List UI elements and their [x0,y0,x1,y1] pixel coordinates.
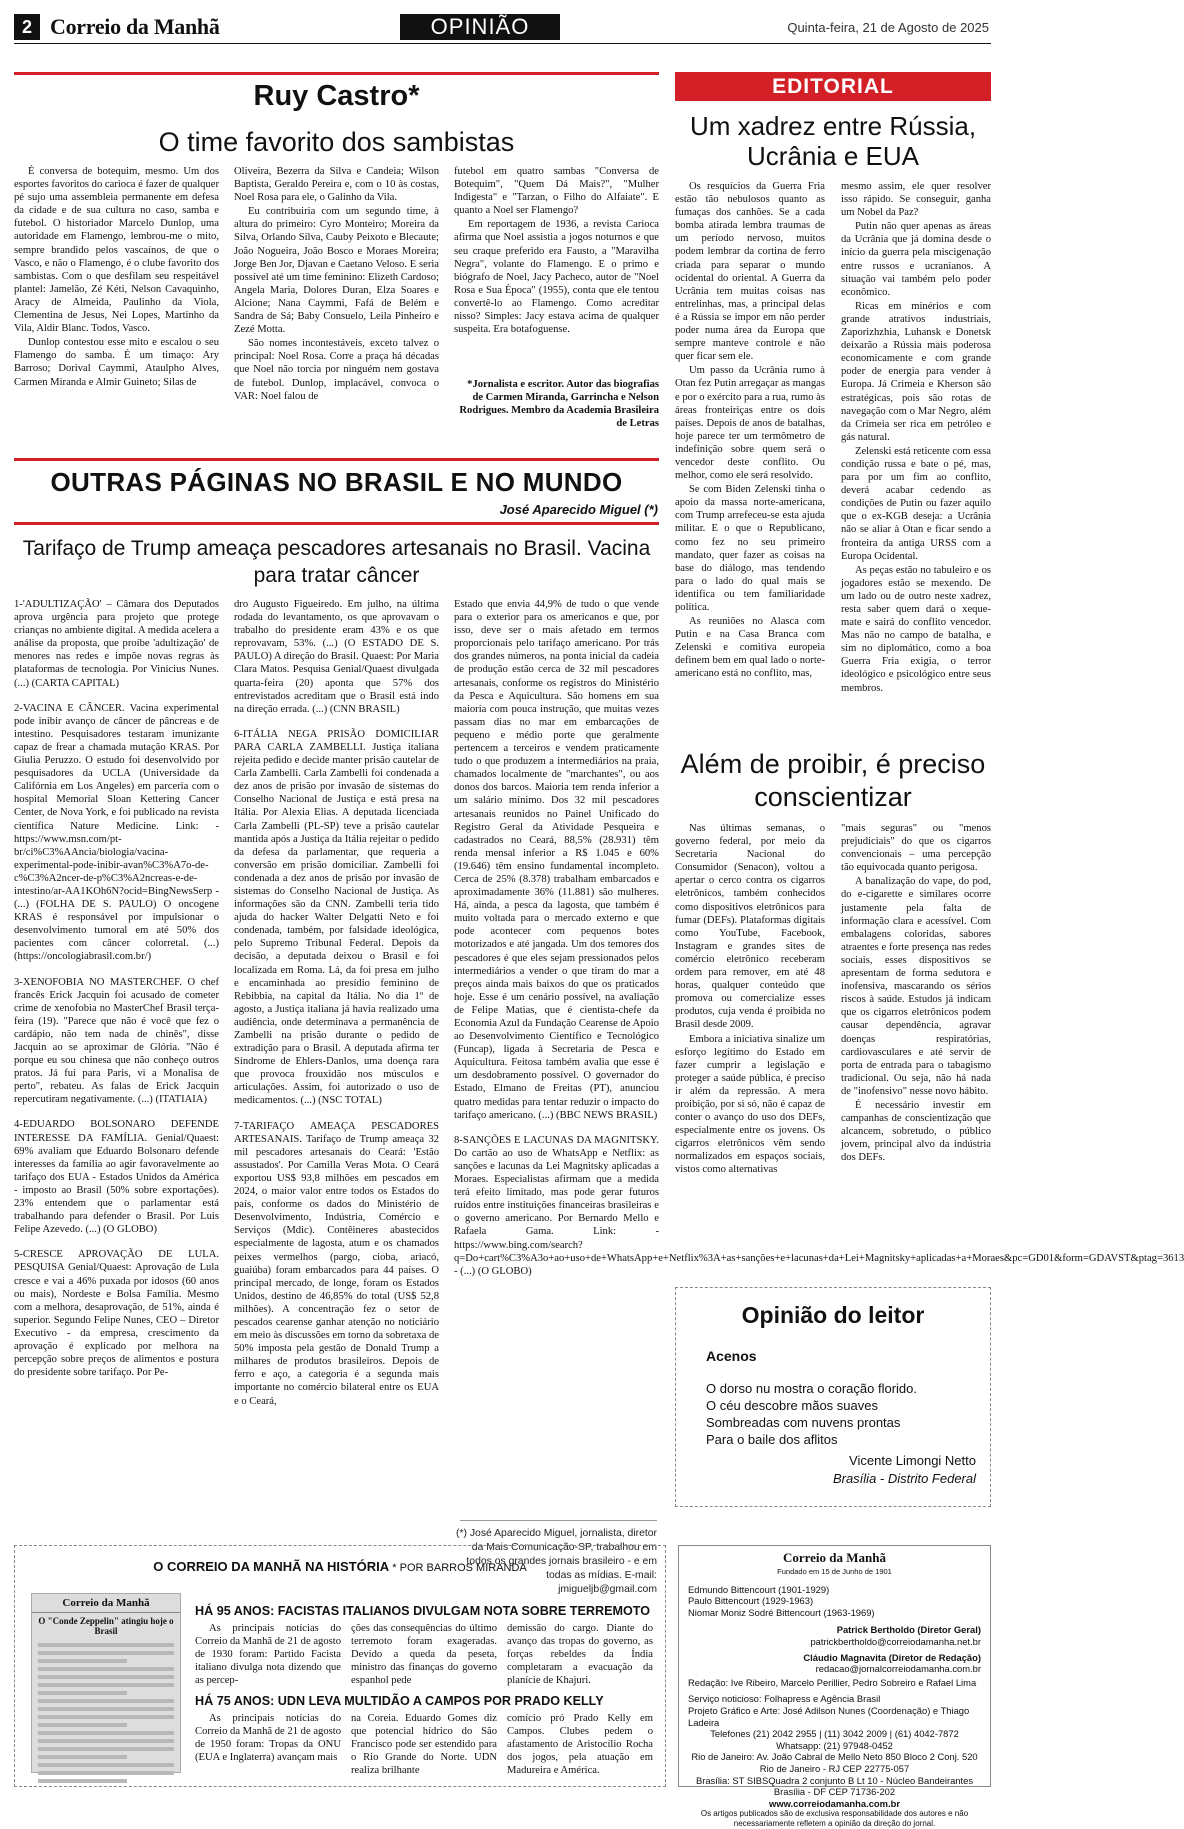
paragraph: São nomes incontestáveis, exceto talvez o principal: Noel Rosa. Corre a praça há décadas que Noel não torcia por ninguém nem gostava de futebol. Dunlop, implacável, convoca o VAR: Noel falou de [234,338,439,402]
history-byline: * POR BARROS MIRANDA [392,1562,527,1574]
signature-divider [460,1520,657,1521]
history-headline-95: HÁ 95 ANOS: FACISTAS ITALIANOS DIVULGAM NOTA SOBRE TERREMOTO [195,1604,651,1618]
ruy-author-note [454,378,659,438]
founded-date: Fundado em 15 de Junho de 1901 [777,1567,892,1576]
author-note-text: *Jornalista e escritor. Autor das biografias de Carmen Miranda, Garrincha e Nelson Rodrigues. Membro da Academia Brasileira de Letras [459,379,659,430]
paragraph: Se com Biden Zelenski tinha o apoio da massa norte-americana, com Trump arrefeceu-se esta ajuda militar. E o que o Republicano, como fez no seu primeiro mandato, quer fazer as coisas na base do diálogo, mas tendendo para o lado do qual mais se identifica ou tem familiaridade política. [675,484,825,613]
paragraph: Embora a iniciativa sinalize um esforço legítimo do Estado em fazer cumprir a legislação e proteger a saúde pública, é preciso ir além da repressão. A mera proibição, por si só, não é capaz de conter o avanço do uso dos DEFs, especialmente entre os jovens. Os cigarros eletrônicos vêm sendo normalizados em espaços sociais, vistos como alternativas [675,1033,825,1176]
news-item: dro Augusto Figueiredo. Em julho, na última rodada do levantamento, os que aprovavam o trabalho do presidente eram 43% e os que reprovavam, 53%. (...) (O ESTADO DE S. PAULO) A direção do Brasil. Quaest: Por Maria Clara Matos. Pesquisa Genial/Quaest divulgada quarta-feira (20) aponta que 57% dos entrevistados acreditam que o Brasil está indo na direção errada. (...) (CNN BRASIL) [234,599,439,715]
services-line: Brasília - DF CEP 71736-202 [773,1786,896,1798]
archive-text-line [38,1731,174,1735]
services-line: Brasília: ST SIBSQuadra 2 conjunto B Lt 10 - Núcleo Bandeirantes [695,1774,974,1786]
founder: Niomar Moniz Sodré Bittencourt (1963-1969) [688,1606,875,1618]
archive-text-line [38,1691,127,1695]
paragraph: futebol em quatro sambas "Conversa de Botequim", "Quem Dá Mais?", "Mulher Indigesta" e "Tarzan, o Filho do Alfaiate". E quanto a Noel ser Flamengo? [454,166,659,217]
services-info [679,1693,990,1829]
alem-column-2 [841,822,991,1262]
archive-text-line [38,1715,174,1719]
section-title: OUTRAS PÁGINAS NO BRASIL E NO MUNDO [50,467,623,497]
news-item: 3-XENOFOBIA NO MASTERCHEF. O chef francês Erick Jacquin foi acusado de cometer crime de xenofobia no MasterChef Brasil terça-feira (19). "Parece que não é você que fez o cardápio, não tem nada de chinês", disse Jacquin ao se aproximar de Glória. "Não é porque eu sou chinesa que não conheço outros pratos. Já fui para Paris, vi a Monalisa de perto", rebateu. As falas de Erick Jacquin repercutiram negativamente. (...) (ITATIAIA) [14,976,219,1106]
paragraph: comício pró Prado Kelly em Campos. Clubes pedem o afastamento de Aristocílio Rocha dos jogos, pela atuação em Madureira e América. [507,1713,653,1777]
archive-masthead: Correio da Manhã [32,1594,180,1613]
paragraph: "mais seguras" ou "menos prejudiciais" do que os cigarros convencionais – uma percepção tão equivocada quanto perigosa. [841,823,991,874]
history-95-col-3 [507,1622,653,1687]
history-box [14,1545,666,1787]
news-item: 2-VACINA E CÂNCER. Vacina experimental pode inibir avanço de câncer de pâncreas e de intestino. Pesquisadores testaram imunizante capaz de frear a chamada mutação KRAS. Por Giulia Peruzzo. O estudo foi desenvolvido por pesquisadores da UCLA (Universidade da Califórnia em Los Angeles) em parceria com o hospital Memorial Sloan Kettering Cancer Center, de Nova York, e foi publicado na revista científica Nature Medicine. Link: - https://www.msn.com/pt-br/ci%C3%AAncia/biologia/vacina-experimental-pode-inibir-avan%C3%A7o-de-c%C3%A2ncer-de-p%C3%A2ncreas-e-de-intestino/ar-AA1KOh6N?ocid=BingNewsSerp - (...) (FOLHA DE S. PAULO) O oncogene KRAS é responsável por impulsionar o desenvolvimento tumoral em até 50% dos pacientes com câncer colorretal. (...) (https://oncologiabrasil.com.br/) [14,702,219,963]
newsroom-staff: Redação: Ive Ribeiro, Marcelo Perillier, Pedro Sobreiro e Rafael Lima [688,1676,977,1688]
column-author: Ruy Castro* [253,80,420,112]
news-item: Estado que envia 44,9% de tudo o que vende para o exterior para os americanos e que, por isso, deve ser o mais afetado em termos proporcionais pelo tarifaço americano. Por trás dos grandes números, na ponta inicial da cadeia de produção estão cerca de 32 mil pescadores artesanais, conforme os registros do Ministério da Pesca e Aquicultura. São homens em sua maioria com pouca instrução, que muitas vezes passam dias no mar em embarcações de pequeno e médio porte que geralmente pertencem a terceiros e vendem praticamente tudo o que produzem a intermediários na praia, chamados localmente de "marchantes", ou aos donos dos barcos. Maioria tem renda inferior a um salário mínimo. Dos 32 mil pescadores artesanais reunidos no Painel Unificado do Registro Geral da Atividade Pesqueira e cadastrados no Ceará, 88,5% (28.931) têm renda mensal inferior a R$ 1.045 e 60% (19.646) têm ensino fundamental incompleto. Cerca de 25% (8.378) trabalham embarcados e aproximadamente 36% (11.881) são mulheres. Há, ainda, a pesca da lagosta, que também é muito voltada para o mercado externo e que pode acontecer com pequenos botes motorizados e até jangada. Um dos temores dos pescadores é que eles sejam pressionados pelos intermediários a vender o que tiram do mar a preços ainda mais baixos do que os praticados hoje. Esse é um cenário possível, na avaliação de Felipe Matias, que é cientista-chefe da Economia Azul da Fundação Cearense de Apoio ao Desenvolvimento Científico e Tecnológico (Funcap), ligada à Secretaria de Pesca e Aquicultura. Feitosa também avalia que esse é um desdobramento possível. O governador do Estado, Elmano de Freitas (PT), anunciou quatro medidas para tentar reduzir o impacto do tarifaço americano. (...) (BBC NEWS BRASIL) [454,599,659,1121]
editor-email: redacao@jornalcorreiodamanha.com.br [815,1663,981,1675]
archive-text-line [38,1659,127,1663]
reader-signature [833,1452,976,1488]
paragraph: As peças estão no tabuleiro e os jogadores estão se mexendo. De um lado ou de outro neste xadrez, resta saber quem dará o xeque-mate e sairá do conflito vencedor. Mas não no campo de batalha, e sim no diplomático, como a boa Guerra Fria exigia, o terror ideológico e psicológico entre seus membros. [841,564,991,694]
services-line: Projeto Gráfico e Arte: José Adilson Nunes (Coordenação) e Thiago Ladeira [688,1704,970,1728]
archive-text-line [38,1779,127,1783]
archive-front-page-image [31,1593,181,1773]
article-title: Além de proibir, é preciso conscientizar [680,749,986,812]
paragraph: ções das consequências do último terremoto foram exageradas. Devido a queda da peseta, ministro das finanças do governo espanhol pede [351,1623,497,1687]
archive-text-line [38,1699,174,1703]
history-headline-75: HÁ 75 ANOS: UDN LEVA MULTIDÃO A CAMPOS POR PRADO KELLY [195,1694,604,1708]
history-95-col-2 [351,1622,497,1687]
paragraph: É conversa de botequim, mesmo. Um dos esportes favoritos do carioca é fazer de qualquer pé sujo uma assembleia permanente em defesa da cidade e de sua cultura no caso, samba e futebol. O historiador Marcelo Dunlop, uma autoridade em Flamengo, lembrou-me o mito, sempre brandido pelos vascaínos, de que o Vasco, e não o Flamengo, é o clube favorito dos sambistas. Com o que desfilam seu respeitável plantel: Jamelão, Zé Kéti, Nelson Cavaquinho, Aracy de Almeida, Paulinho da Viola, Clementina de Jesus, Nei Lopes, Martinho da Vila, Aldir Blanc. Todos, Vasco. [14,166,220,335]
archive-text-line [38,1667,174,1671]
paragraph: Dunlop contestou esse mito e escalou o seu Flamengo do samba. É um timaço: Ary Barroso; Dorival Caymmi, Ataulpho Alves, Carmen Miranda e Almir Guineto; Silas de [14,337,219,388]
poem-line: O céu descobre mãos suaves [706,1398,878,1413]
outras-headline: Tarifaço de Trump ameaça pescadores artesanais no Brasil. Vacina para tratar câncer [22,537,651,587]
news-item: 1-'ADULTIZAÇÃO' – Câmara dos Deputados aprova urgência para projeto que protege crianças no ambiente digital. A medida acelera a análise da proposta, que proíbe 'adultização' de menores nas redes e impõe novas regras às plataformas de tecnologia. Por Vinícius Nunes. (...) (CARTA CAPITAL) [14,599,219,689]
news-item: 8-SANÇÕES E LACUNAS DA MAGNITSKY. Do cartão ao uso de WhatsApp e Netflix: as sanções e lacunas da Lei Magnitsky aplicadas a Moraes. Especialistas afirmam que a medida terá efeito limitado, mas pode gerar futuros ruídos entre instituições financeiras brasileiras e o governo americano. Por Bernardo Mello e Rafaela Gama. Link: - https://www.bing.com/search?q=Do+cart%C3%A3o+ao+uso+de+WhatsApp+e+Netflix%3A+as+sanções+e+lacunas+da+Lei+Magnitsky+aplicadas+a+Moraes&pc=GD01&form=GDAVST&ptag=3613 - (...) (O GLOBO) [454,1134,1184,1277]
founder: Paulo Bittencourt (1929-1963) [688,1595,814,1607]
poem-line: Para o baile dos aflitos [706,1432,838,1447]
paragraph: As principais notícias do Correio da Manhã de 21 de agosto de 1930 foram: Partido Facista italiano divulga nota dizendo que as percep- [195,1623,341,1687]
archive-text-line [38,1763,174,1767]
news-item: 7-TARIFAÇO AMEAÇA PESCADORES ARTESANAIS. Tarifaço de Trump ameaça 32 mil pescadores artesanais do Ceará: 'Estão assustados'. Por Camilla Veras Mota. O Ceará exportou US$ 93,8 milhões em pescados em 2024, o maior valor entre todos os Estados do país, conforme os dados do Ministério de Desenvolvimento, Indústria, Comércio e Serviços (Mdic). Contêineres abastecidos especialmente de lagosta, atum e os chamados peixes vermelhos (pargo, cioba, ariacó, guaiúba) foram embarcados para 44 países. O principal mercado, de longe, foram os Estados Unidos, destino de 46,85% do total (US$ 52,8 milhões). A concentração fez o setor de pescados cearense ganhar atenção no noticiário em meio às discussões em torno da sobretaxa de 50% imposta pela gestão de Donald Trump a milhares de produtos brasileiros. Depois de ferro e aço, a categoria é a segunda mais importante no comércio bilateral entre os EUA e o Ceará, [234,1120,439,1407]
archive-headline: O "Conde Zeppelin" atingiu hoje o Brasil [38,1616,174,1636]
alem-column-1 [675,822,825,1262]
archive-text-line [38,1739,174,1743]
editorial-column-2 [841,180,991,725]
paragraph: Zelenski está reticente com essa condição russa e bate o pé, mas, para por um fim ao conflito, deverá acabar cedendo as condições de Putin ou fazer aquilo que o ex-KGB deseja: a Ucrânia não se aliar à Otan e ficar sendo a fronteira da antiga URSS com a Europa Ocidental. [841,445,991,562]
ruy-column-3 [454,165,659,365]
newspaper-logo: Correio da Manhã [50,14,220,39]
services-line: Serviço noticioso: Folhapress e Agência Brasil [688,1693,881,1705]
editorial-label: EDITORIAL [675,72,991,101]
paragraph: Ricas em minérios e com grande atrativos industriais, Zaporizhzhia, Luhansk e Donetsk deixarão a Rússia mais poderosa economicamente e com grande poder de energia para vender à Europa. Já Crimeia e Kherson são estratégicas, pois são rotas de navegação com o Mar Negro, além da Crimeia ser rica em petróleo e gás natural. [841,300,991,443]
ruy-column-2 [234,165,439,455]
poem [706,1380,917,1448]
reader-opinion-title: Opinião do leitor [741,1302,925,1328]
services-line: Rio de Janeiro: Av. João Cabral de Mello Neto 850 Bloco 2 Conj. 520 [691,1751,978,1763]
services-line: Rio de Janeiro - RJ CEP 22775-057 [759,1762,910,1774]
outras-top-rule [14,458,659,461]
archive-text-line [38,1651,174,1655]
paragraph: Em reportagem de 1936, a revista Carioca afirma que Noel assistia a jogos noturnos e que seu craque preferido era Fausto, a "Maravilha Negra", volante do Flamengo. E o primo e biógrafo de Noel, Jacy Pacheco, autor de "Noel Rosa e Sua Época" (1955), conta que ele tentou convertê-lo ao Flamengo. Como acreditar nisso? Simples: Jacy estava acima de qualquer suspeita. Era botafoguense. [454,219,659,336]
disclaimer: Os artigos publicados são de exclusiva responsabilidade dos autores e não necessariamente refletem a opinião da direção do jornal. [700,1809,969,1829]
website-link[interactable]: www.correiodamanha.com.br [769,1797,900,1809]
poem-title: Acenos [706,1348,757,1364]
history-75-col-2 [351,1712,497,1777]
paragraph: As principais notícias do Correio da Manhã de 21 de agosto de 1950 foram: Tropas da ONU (EUA e Inglaterra) avançam mais [195,1713,341,1764]
archive-text-line [38,1747,174,1751]
services-line: Whatsapp: (21) 97948-0452 [776,1739,893,1751]
reader-opinion-box [675,1287,991,1507]
paragraph: demissão do cargo. Diante do avanço das tropas do governo, as forças rebeldes da Índia completaram a evacuação da planície de Khajuri. [507,1623,653,1687]
paragraph: É necessário investir em campanhas de conscientização que alcancem, sobretudo, o público jovem, principal alvo da indústria dos DEFs. [841,1099,991,1164]
issue-date: Quinta-feira, 21 de Agosto de 2025 [787,20,989,35]
news-item: 4-EDUARDO BOLSONARO DEFENDE INTERESSE DA FAMÍLIA. Genial/Quaest: 69% avaliam que Eduardo Bolsonaro defende interesses da família ao agir favoravelmente ao tarifaço dos EUA - Estados Unidos da América - imposto ao Brasil (50% sobre exportações). 23% entendem que o parlamentar está trabalhando para defender o Brasil. Por Luis Felipe Azevedo. (...) (O GLOBO) [14,1119,219,1236]
archive-text-line [38,1755,127,1759]
editor-credit [679,1652,990,1675]
history-75-col-1 [195,1712,341,1774]
archive-text-line [38,1675,174,1679]
founder: Edmundo Bittencourt (1901-1929) [688,1583,830,1595]
paragraph: mesmo assim, ele quer resolver isso rápido. Se conseguir, ganha um Nobel da Paz? [841,181,991,219]
archive-text-line [38,1707,174,1711]
poem-line: Sombreadas com nuvens prontas [706,1415,901,1430]
services-line: Telefones (21) 2042 2955 | (11) 3042 2009 | (61) 4042-7872 [710,1728,959,1740]
header-divider [14,43,991,44]
author-signature: (*) José Aparecido Miguel, jornalista, diretor da Mais Comunicação-SP, trabalhou em todos os grandes jornais brasileiro - e em todas as mídias. E-mail: jmigueljb@gmail.com [456,1528,657,1595]
paragraph: As reuniões no Alasca com Putin e na Casa Branca com Zelenski e comitiva europeia definem bem em qual lado o norte-americano está no conflito, mas, [675,616,825,680]
paragraph: Oliveira, Bezerra da Silva e Candeia; Wilson Baptista, Geraldo Pereira e, com o 10 às costas, Noel Rosa para ele, o Galinho da Vila. [234,166,439,204]
masthead-credits-box [678,1545,991,1829]
history-title-text: O CORREIO DA MANHÃ NA HISTÓRIA [153,1559,389,1574]
reader-location: Brasília - Distrito Federal [832,1471,976,1486]
archive-text-line [38,1771,174,1775]
history-95-col-1 [195,1622,341,1687]
paragraph: Nas últimas semanas, o governo federal, por meio da Secretaria Nacional do Consumidor (Senacon), voltou a apertar o cerco contra os cigarros eletrônicos, também conhecidos como dispositivos eletrônicos para fumar (DEFs). Plataformas digitais como YouTube, Facebook, Instagram e grandes sites de comércio eletrônico receberam ordem para remover, em até 48 horas, qualquer conteúdo que promova ou comercialize esses produtos, cuja venda é proibida no Brasil desde 2009. [675,823,825,1031]
outras-bottom-rule [14,522,659,525]
column-title: O time favorito dos sambistas [158,127,515,157]
page-number: 2 [14,14,40,40]
archive-text-line [38,1683,174,1687]
news-item: 5-CRESCE APROVAÇÃO DE LULA. PESQUISA Genial/Quaest: Aprovação de Lula cresce e vai a 46% puxada por idosos (60 anos ou mais), Nordeste e Bolsa Família. Mesmo com a melhora, desaprovação, de 51%, ainda é superior. Segundo Felipe Nunes, CEO – Diretor Executivo - da empresa, crescimento da aprovação é explicado por melhora na percepção sobre preços de alimentos e postura do presidente sobre tarifaço. Por Pe- [14,1249,219,1379]
outras-column-2 [234,598,439,1518]
editorial-title: Um xadrez entre Rússia, Ucrânia e EUA [689,111,977,171]
founders-list [679,1584,990,1619]
archive-text-line [38,1723,127,1727]
ruy-column-1 [14,165,219,455]
archive-text-line [38,1643,174,1647]
section-label: OPINIÃO [400,14,560,40]
ruy-top-rule [14,72,659,75]
history-75-col-3 [507,1712,653,1777]
poem-line: O dorso nu mostra o coração florido. [706,1381,917,1396]
history-title [15,1559,665,1574]
paragraph: A banalização do vape, do pod, do e-cigarette e similares ocorre justamente pela falta de informação clara e acessível. Com embalagens coloridas, sabores atraentes e forte presença nas redes sociais, esses dispositivos se apresentam de forma sedutora e inofensiva, mascarando os sérios riscos à saúde. Estudos já indicam que os cigarros eletrônicos podem causar dependência, agravar doenças respiratórias, cardiovasculares e até servir de porta de entrada para o tabagismo tradicional. Ou seja, não há nada de "inofensivo" nesse novo hábito. [841,876,991,1097]
director-email: patrickbertholdo@correiodamanha.net.br [810,1635,981,1647]
section-byline: José Aparecido Miguel (*) [499,502,658,517]
paragraph: na Coreia. Eduardo Gomes diz que potencial hídrico do São Francisco pode ser estendido para o Rio Grande do Norte. UDN realiza brilhante [351,1713,497,1777]
paragraph: Putin não quer apenas as áreas da Ucrânia que já domina desde o início da guerra pela miscigenação entre russos e ucranianos. A situação vai também pelo poder econômico. [841,221,991,298]
news-item: 6-ITÁLIA NEGA PRISÃO DOMICILIAR PARA CARLA ZAMBELLI. Justiça italiana rejeita pedido e decide manter prisão cautelar de Carla Zambelli. Carla Zambelli foi condenada a dez anos de prisão por invasão de sistemas do Conselho Nacional de Justiça e está presa na Itália. Por Alexia Elias. A deputada licenciada Carla Zambelli (PL-SP) teve a prisão cautelar mantida após a Justiça da Itália rejeitar o pedido da defesa da parlamentar, que requeria a conversão em prisão domiciliar. Zambelli foi condenada a dez anos de prisão por invasão de sistemas do Conselho Nacional de Justiça. As informações são da CNN. Zambelli teria tido ajuda do hacker Walter Delgatti Neto e foi condenada, também, por falsidade ideológica, pelo Supremo Tribunal Federal. Depois da decisão, a deputada deixou o Brasil e foi localizada em Roma. Lá, da foi presa em julho e encaminhada ao presídio feminino de Rebibbia, na capital da Itália. No dia 1º de agosto, a Justiça italiana já havia realizado uma audiência, onde determinava a permanência de Zambelli na prisão durante o pedido de extradição para o Brasil. A deputada afirma ter Síndrome de Ehlers-Danlos, uma doença rara que provoca frouxidão nos músculos e articulações. Assim, foi autorizado o uso de medicamentos. (...) (NSC TOTAL) [234,728,440,1107]
editorial-column-1 [675,180,825,725]
credits-logo: Correio da Manhã [782,1550,887,1565]
outras-column-1 [14,598,219,1518]
paragraph: Um passo da Ucrânia rumo à Otan fez Putin arregaçar as mangas e por o exército para a rua, rumo às áreas fronteiriças entre os dois países. Depois de anos de batalhas, hoje parece ter um termômetro de indefinição sobre quem será o vencedor deste conflito. Ou melhor, como ele será resolvido. [675,365,825,482]
director-credit [679,1624,990,1647]
director-name: Patrick Bertholdo (Diretor Geral) [836,1624,981,1636]
reader-name: Vicente Limongi Netto [849,1453,976,1468]
paragraph: Os resquícios da Guerra Fria estão tão nebulosos quanto as fumaças dos canhões. Se a cada bomba atirada lembra traumas de um período nervoso, muitos podem lembrar da cortina de ferro criada para separar o mundo ocidental do oriental. A Guerra da Ucrânia tem muitas coisas nas entrelinhas, mas, a principal delas é a Rússia se impor em não perder poder numa área da Europa que sempre manteve controle e não quer ficar sem ele. [675,181,825,363]
paragraph: Eu contribuiria com um segundo time, à altura do primeiro: Cyro Monteiro; Moreira da Silva, Orlando Silva, Cauby Peixoto e Blecaute; João Nogueira, João Bosco e Moraes Moreira; Jorge Ben Jor, Djavan e Caetano Veloso. E seria possível até um time feminino: Elizeth Cardoso; Angela Maria, Dolores Duran, Elza Soares e Alcione; Nana Caymmi, Fafá de Belém e Sandra de Sá; Baby Consuelo, Leila Pinheiro e Zezé Motta. [234,206,439,336]
editor-name: Cláudio Magnavita (Diretor de Redação) [803,1651,981,1663]
